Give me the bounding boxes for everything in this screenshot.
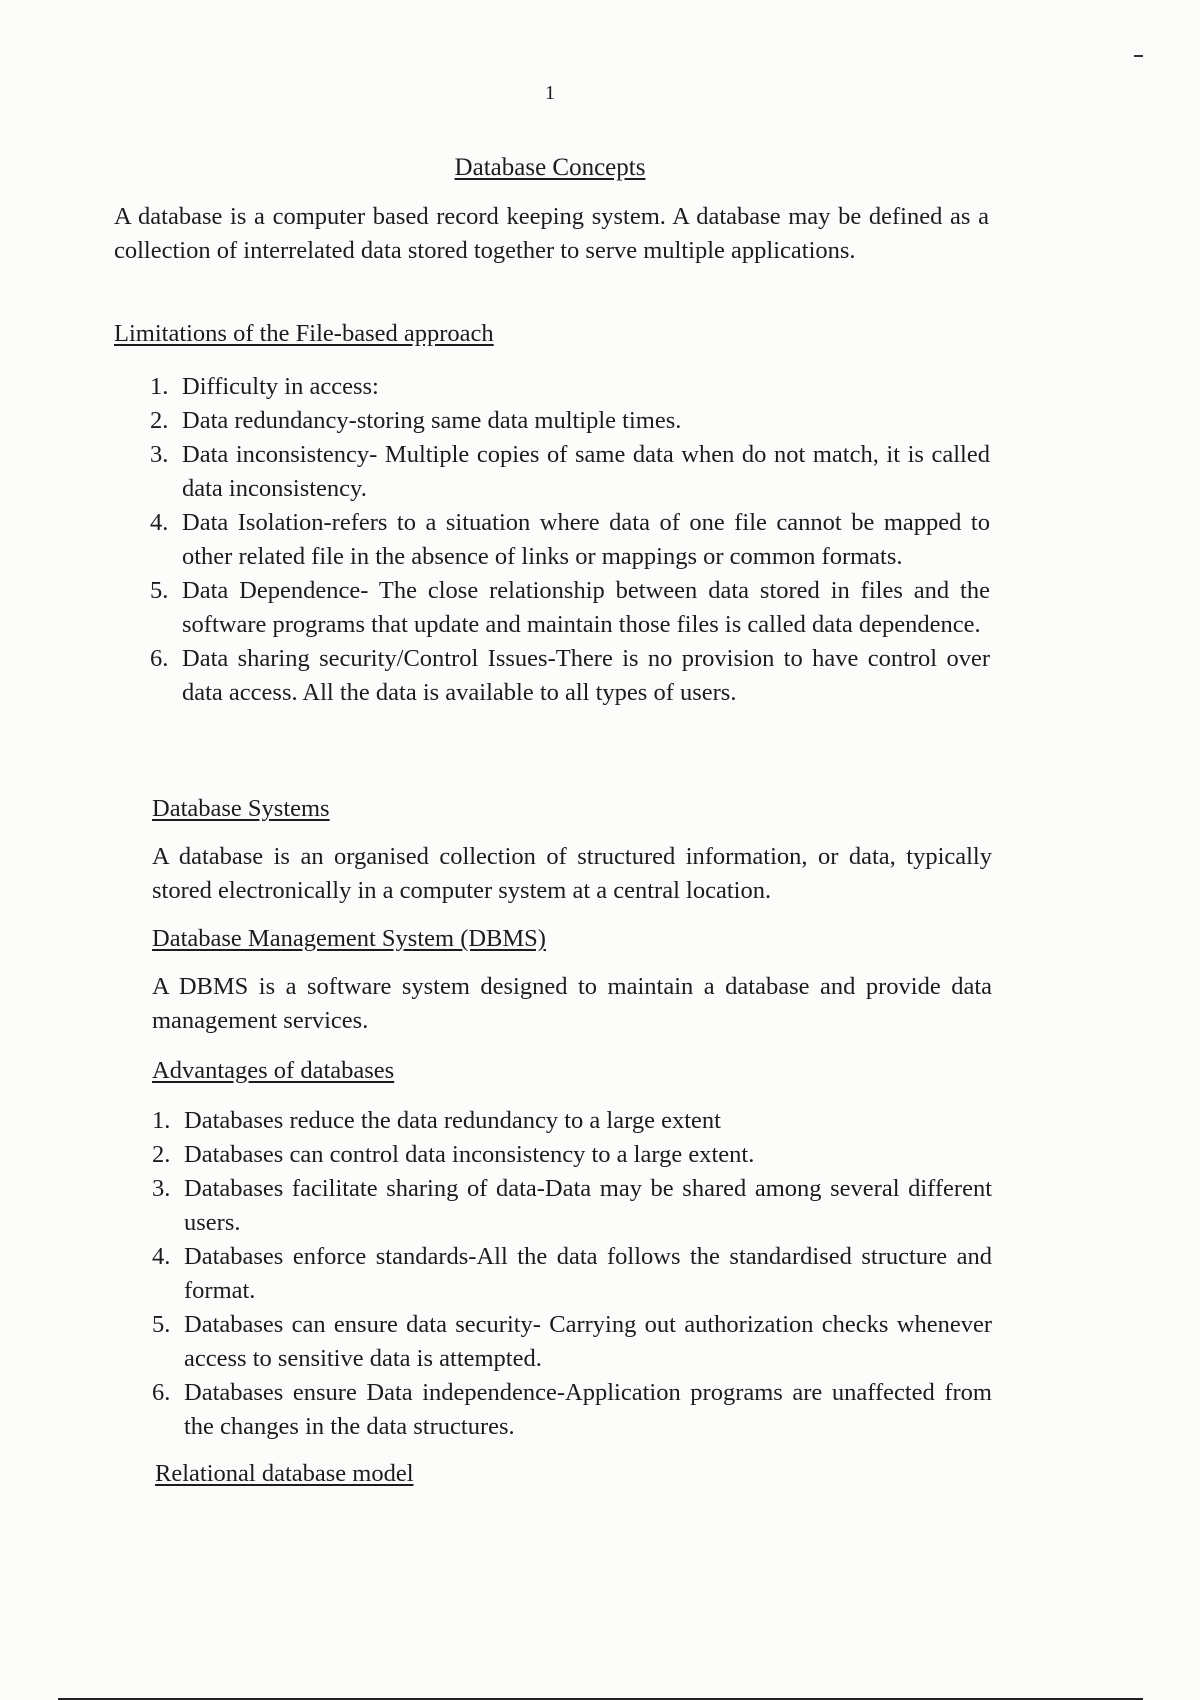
list-number: 2. — [150, 407, 169, 434]
list-text: Databases ensure Data independence-Application programs are unaffected from the changes in the data structures. — [184, 1379, 992, 1440]
list-text: Data Dependence- The close relationship between data stored in files and the software programs that update and maintain those files is called data dependence. — [182, 577, 990, 638]
list-item — [150, 370, 990, 404]
list-number: 2. — [152, 1141, 171, 1168]
list-text: Databases can control data inconsistency to a large extent. — [184, 1141, 755, 1168]
list-number: 3. — [150, 441, 169, 468]
intro-paragraph: A database is a computer based record keeping system. A database may be defined as a collection of interrelated data stored together to serve multiple applications. — [114, 203, 989, 264]
list-text: Data inconsistency- Multiple copies of same data when do not match, it is called data inconsistency. — [182, 441, 990, 502]
list-item — [152, 1308, 992, 1376]
page-number: 1 — [545, 82, 555, 104]
database-systems-paragraph: A database is an organised collection of structured information, or data, typically stored electronically in a computer system at a central location. — [152, 843, 992, 904]
database-systems-heading: Database Systems — [152, 795, 330, 822]
list-text: Difficulty in access: — [182, 373, 379, 400]
limitations-list — [150, 370, 990, 710]
list-text: Databases enforce standards-All the data follows the standardised structure and format. — [184, 1243, 992, 1304]
limitations-heading: Limitations of the File-based approach — [114, 320, 494, 347]
list-item — [150, 506, 990, 574]
list-number: 5. — [152, 1311, 171, 1338]
advantages-list — [152, 1104, 992, 1444]
list-number: 5. — [150, 577, 169, 604]
list-item — [150, 404, 990, 438]
list-number: 6. — [150, 645, 169, 672]
scan-mark — [1134, 55, 1143, 57]
list-text: Databases can ensure data security- Carrying out authorization checks whenever access to sensitive data is attempted. — [184, 1311, 992, 1372]
list-number: 4. — [150, 509, 169, 536]
list-number: 1. — [152, 1107, 171, 1134]
list-number: 1. — [150, 373, 169, 400]
list-text: Data Isolation-refers to a situation where data of one file cannot be mapped to other related file in the absence of links or mappings or common formats. — [182, 509, 990, 570]
dbms-heading: Database Management System (DBMS) — [152, 925, 546, 952]
list-item — [152, 1104, 992, 1138]
dbms-paragraph: A DBMS is a software system designed to maintain a database and provide data management services. — [152, 973, 992, 1034]
list-text: Databases facilitate sharing of data-Data may be shared among several different users. — [184, 1175, 992, 1236]
relational-model-heading: Relational database model — [155, 1460, 414, 1487]
list-item — [150, 642, 990, 710]
list-item — [152, 1172, 992, 1240]
list-number: 6. — [152, 1379, 171, 1406]
list-item — [150, 438, 990, 506]
list-item — [152, 1240, 992, 1308]
list-item — [152, 1138, 992, 1172]
advantages-heading: Advantages of databases — [152, 1057, 395, 1084]
list-number: 4. — [152, 1243, 171, 1270]
list-text: Databases reduce the data redundancy to a large extent — [184, 1107, 721, 1134]
list-number: 3. — [152, 1175, 171, 1202]
list-item — [152, 1376, 992, 1444]
list-text: Data sharing security/Control Issues-There is no provision to have control over data access. All the data is available to all types of users. — [182, 645, 990, 706]
page-title: Database Concepts — [454, 154, 646, 181]
list-text: Data redundancy-storing same data multiple times. — [182, 407, 682, 434]
list-item — [150, 574, 990, 642]
